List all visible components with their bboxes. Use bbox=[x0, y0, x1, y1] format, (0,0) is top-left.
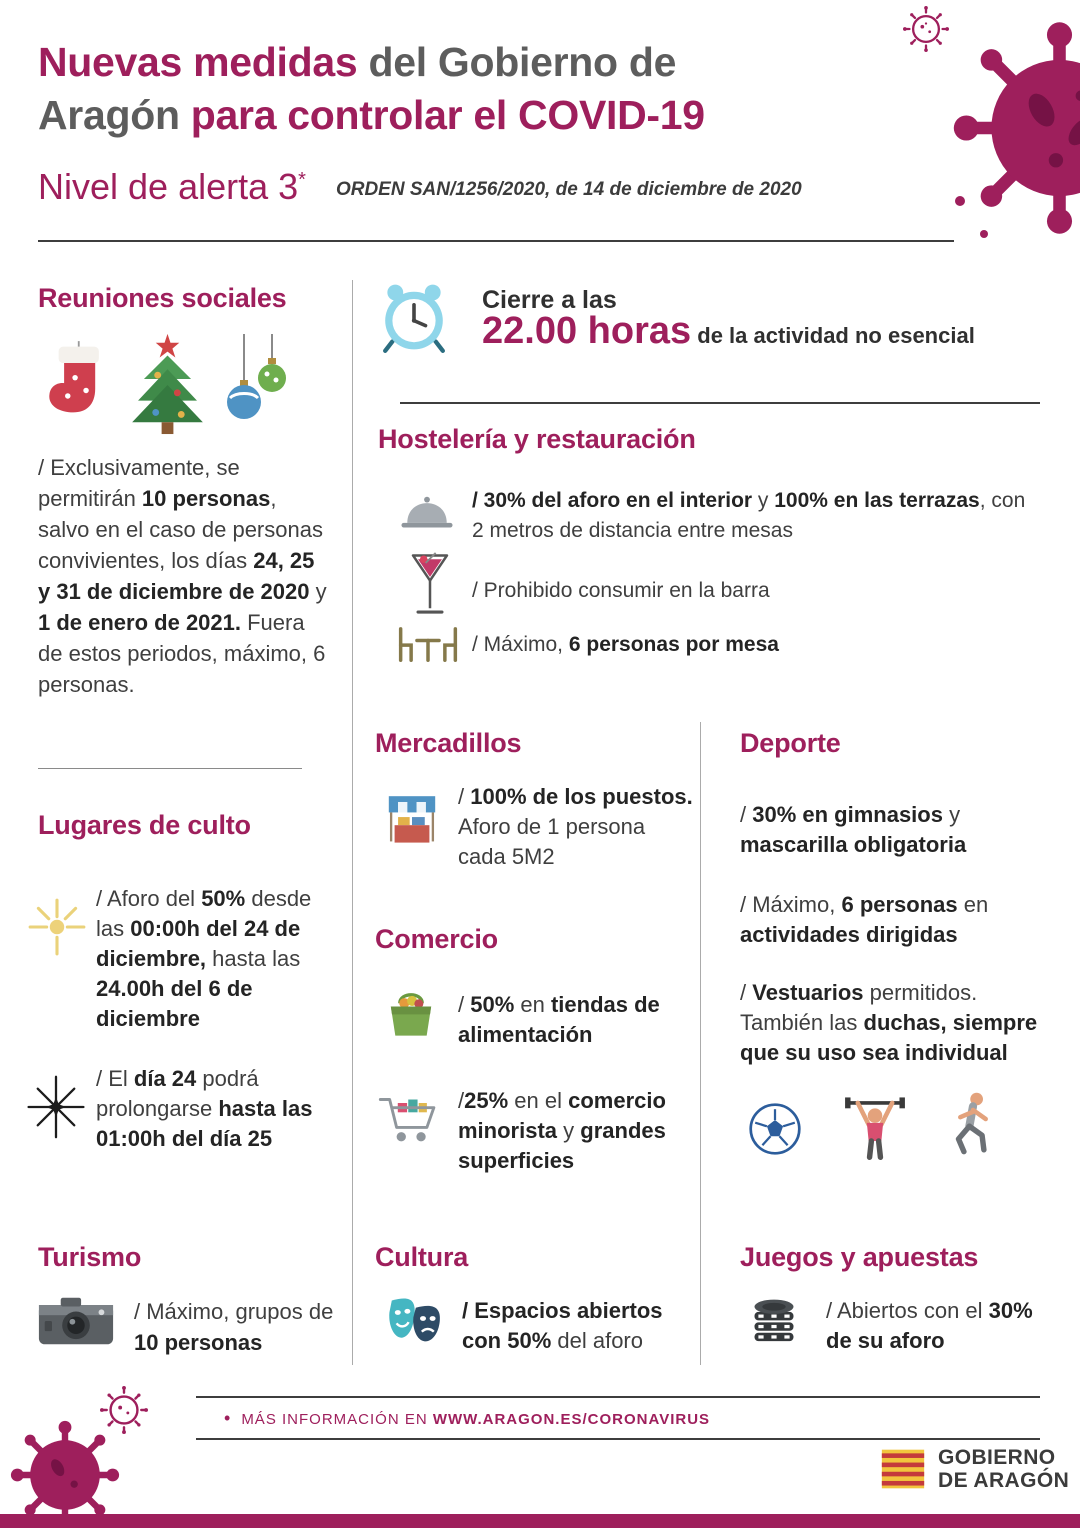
shopping-cart-icon bbox=[378, 1080, 442, 1158]
title-accent-2: para controlar el COVID-19 bbox=[190, 92, 705, 138]
title-rest-2: Aragón bbox=[38, 92, 191, 138]
gobierno-aragon-logo bbox=[880, 1446, 1069, 1492]
mercadillos-text: / 100% de los puestos. Aforo de 1 persona cada 5M2 bbox=[458, 784, 693, 869]
more-info-url: WWW.ARAGON.ES/CORONAVIRUS bbox=[432, 1411, 711, 1428]
candle-shine-icon bbox=[26, 896, 88, 958]
theater-masks-icon bbox=[381, 1292, 447, 1348]
soccer-ball-icon bbox=[748, 1102, 802, 1156]
culto-text-1: / Aforo del 50% desde las 00:00h del 24 de diciembre, hasta las 24.00h del 6 de diciembre bbox=[96, 886, 312, 1031]
section-heading-comercio: Comercio bbox=[375, 924, 498, 954]
turismo-text: / Máximo, grupos de 10 personas bbox=[134, 1299, 334, 1355]
cloche-icon bbox=[398, 492, 456, 534]
cultura-text: / Espacios abiertos con 50% del aforo bbox=[462, 1298, 663, 1353]
table-chairs-icon bbox=[396, 624, 460, 668]
decor-dot bbox=[980, 230, 988, 238]
alert-row bbox=[38, 166, 802, 208]
alert-level-text: Nivel de alerta 3 bbox=[38, 166, 299, 207]
gov-logo-text bbox=[938, 1446, 1069, 1492]
grocery-basket-icon bbox=[383, 984, 439, 1042]
alert-asterisk: * bbox=[298, 169, 306, 191]
closure-time: 22.00 horas bbox=[482, 310, 692, 352]
running-icon bbox=[945, 1090, 1001, 1158]
deporte-text-3: / Vestuarios permitidos. También las duchas, siempre que su uso sea individual bbox=[740, 980, 1038, 1065]
title-line-1 bbox=[38, 36, 868, 89]
title-line-2 bbox=[38, 89, 868, 142]
closure-suffix: de la actividad no esencial bbox=[691, 323, 975, 348]
section-heading-deporte: Deporte bbox=[740, 728, 841, 758]
reuniones-text: / Exclusivamente, se permitirán 10 personas, salvo en el caso de personas convivientes, los días 24, 25 y 31 de diciembre de 2020 y 1 de enero de 2021. Fuera de estos periodos, máximo, 6 personas. bbox=[38, 455, 327, 697]
banner-rule bbox=[400, 402, 1040, 404]
christmas-stocking-icon bbox=[44, 336, 108, 434]
left-divider bbox=[38, 768, 302, 769]
section-heading-turismo: Turismo bbox=[38, 1242, 142, 1272]
hosteleria-text-2: / Prohibido consumir en la barra bbox=[472, 579, 770, 602]
culto-text-2: / El día 24 podrá prolongarse hasta las 01:00h del día 25 bbox=[96, 1066, 313, 1151]
section-heading-reuniones: Reuniones sociales bbox=[38, 283, 287, 313]
footer-rule-top bbox=[196, 1396, 1040, 1398]
deporte-text-1: / 30% en gimnasios y mascarilla obligatoria bbox=[740, 802, 967, 857]
column-divider-left bbox=[352, 280, 353, 1365]
comercio-text-2: /25% en el comercio minorista y grandes superficies bbox=[458, 1088, 666, 1173]
bottom-accent-bar bbox=[0, 1514, 1080, 1528]
juegos-text: / Abiertos con el 30% de su aforo bbox=[826, 1298, 1033, 1353]
section-heading-hosteleria: Hostelería y restauración bbox=[378, 424, 696, 454]
section-heading-culto: Lugares de culto bbox=[38, 810, 251, 840]
aragon-flag-icon bbox=[880, 1446, 926, 1492]
footer-rule-bottom bbox=[196, 1438, 1040, 1440]
title-accent-1: Nuevas medidas bbox=[38, 39, 358, 85]
comercio-text-1: / 50% en tiendas de alimentación bbox=[458, 992, 660, 1047]
alarm-clock-icon bbox=[378, 280, 450, 354]
camera-icon bbox=[36, 1290, 116, 1352]
order-reference: ORDEN SAN/1256/2020, de 14 de diciembre de 2020 bbox=[335, 179, 802, 200]
ornaments-icon bbox=[222, 334, 292, 434]
decor-dot bbox=[955, 196, 965, 206]
bullet-icon: • bbox=[224, 1408, 232, 1428]
page-title bbox=[38, 36, 868, 142]
section-heading-cultura: Cultura bbox=[375, 1242, 469, 1272]
more-info bbox=[224, 1408, 710, 1429]
closure-line bbox=[482, 310, 1042, 353]
cocktail-icon bbox=[408, 546, 452, 624]
weightlifting-icon bbox=[843, 1092, 907, 1160]
star-icon bbox=[24, 1072, 88, 1142]
virus-icon bbox=[952, 18, 1080, 238]
title-rest-1: del Gobierno de bbox=[357, 39, 677, 85]
hosteleria-text-1: / 30% del aforo en el interior y 100% en las terrazas, con 2 metros de distancia entre mesas bbox=[472, 489, 1026, 542]
virus-outline-icon bbox=[903, 6, 949, 52]
closure-intro: Cierre a las bbox=[482, 286, 617, 314]
market-stall-icon bbox=[383, 790, 441, 854]
gov-line-2: DE ARAGÓN bbox=[938, 1469, 1070, 1492]
alert-level bbox=[38, 166, 306, 208]
virus-icon bbox=[10, 1420, 120, 1528]
more-info-label: MÁS INFORMACIÓN EN bbox=[241, 1411, 433, 1428]
gov-line-1: GOBIERNO bbox=[938, 1446, 1056, 1469]
section-heading-mercadillos: Mercadillos bbox=[375, 728, 522, 758]
poker-chips-icon bbox=[748, 1290, 800, 1354]
hosteleria-text-3: / Máximo, 6 personas por mesa bbox=[472, 633, 779, 656]
section-heading-juegos: Juegos y apuestas bbox=[740, 1242, 979, 1272]
christmas-tree-icon bbox=[126, 328, 210, 436]
deporte-text-2: / Máximo, 6 personas en actividades dirigidas bbox=[740, 892, 989, 947]
header-rule bbox=[38, 240, 954, 242]
